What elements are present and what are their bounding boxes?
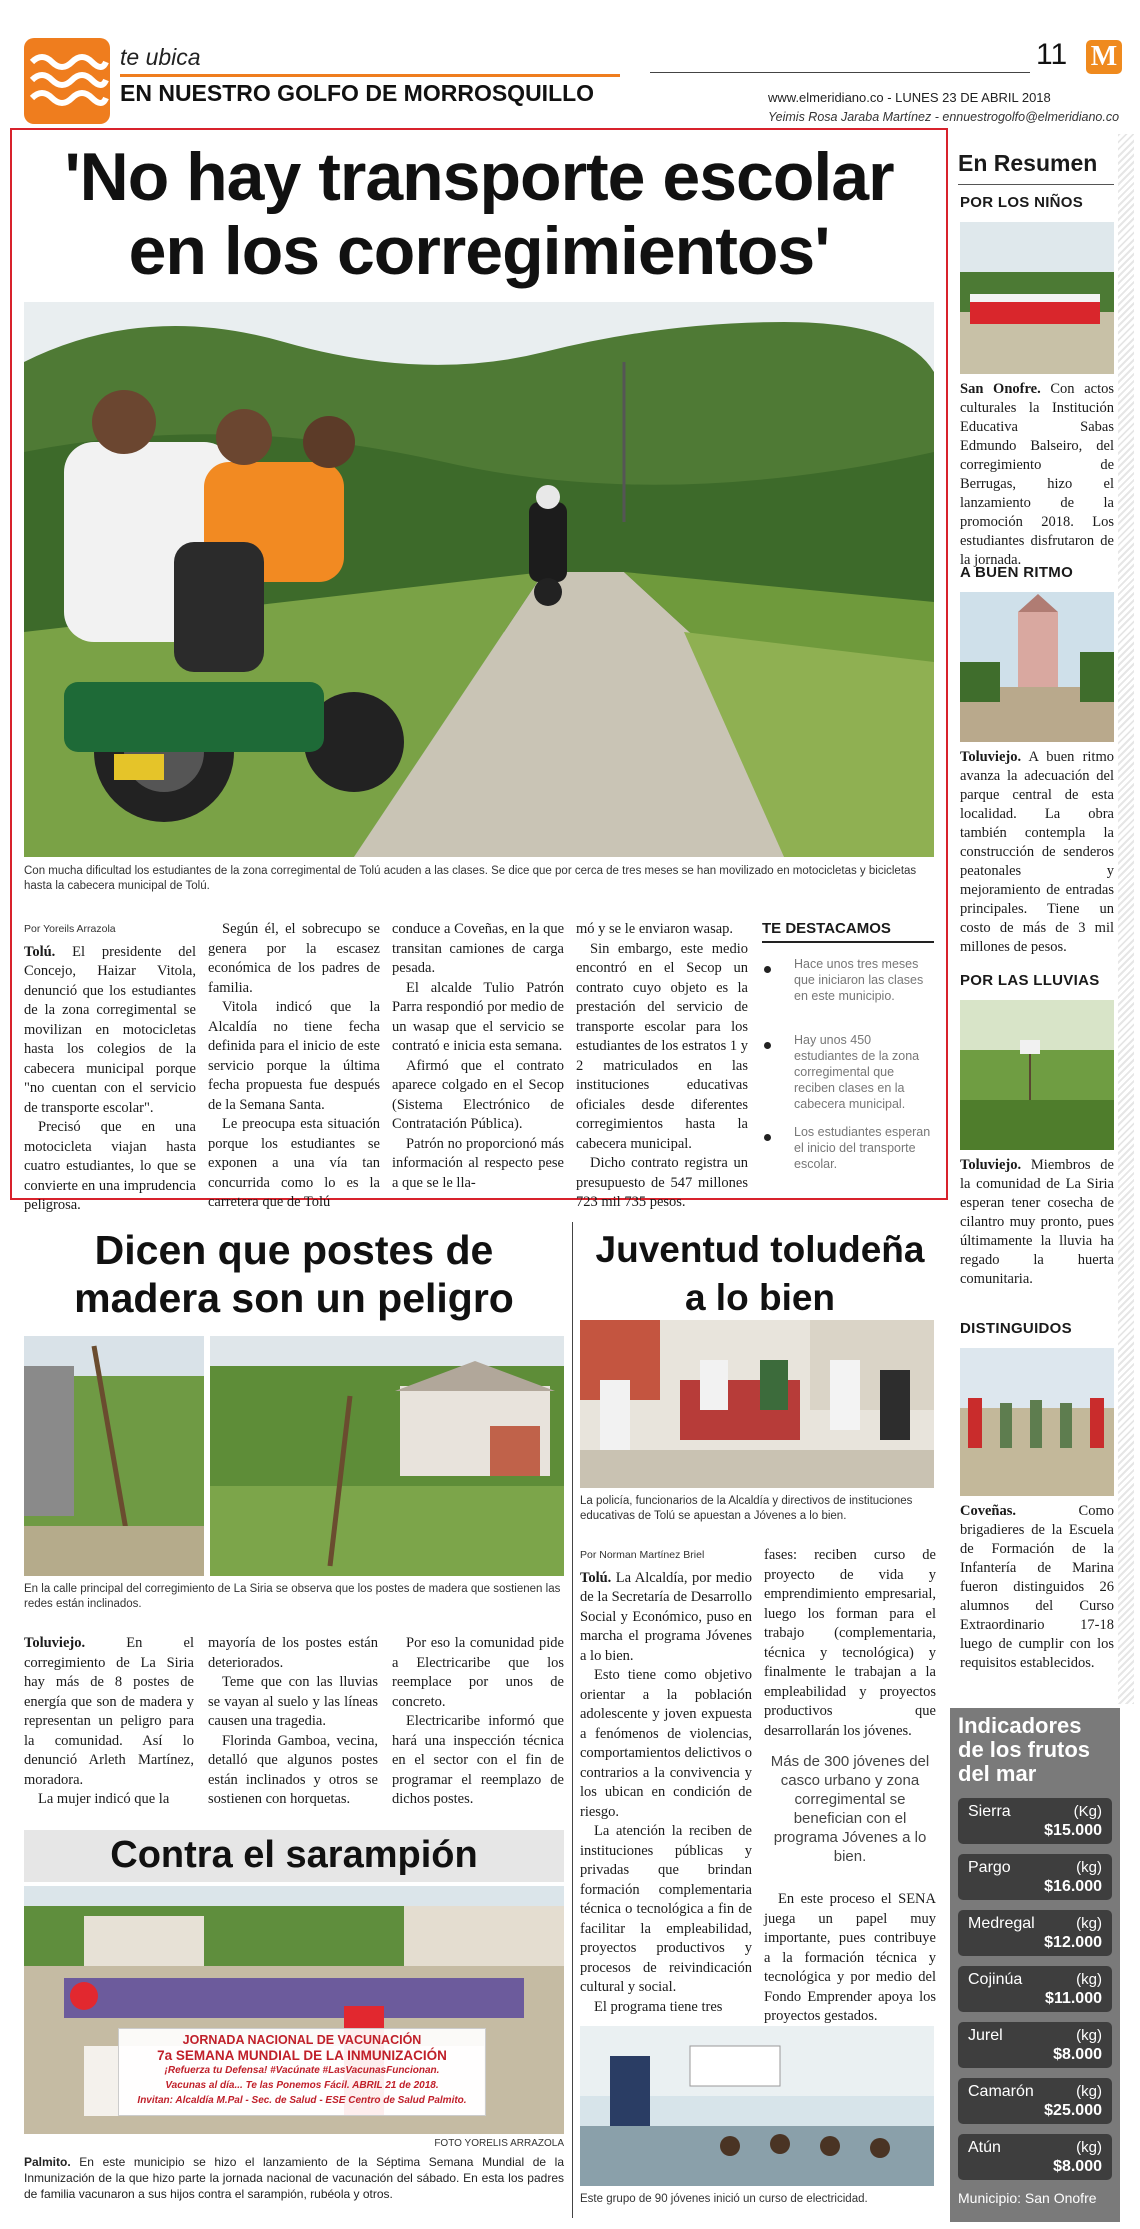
juventud-photo2-caption: Este grupo de 90 jóvenes inició un curso de electricidad.: [580, 2193, 868, 2205]
postes-col-2: mayoría de los postes están deteriorados. Teme que con las lluvias se vayan al suelo y las líneas causen una tragedia. Florinda Gamboa, vecina, detalló que algunos postes están inclinados y otros se sostienen con horquetas.: [208, 1635, 378, 1807]
sidebar-heading-lluvias: POR LAS LLUVIAS: [960, 972, 1100, 989]
banner-line4: Vacunas al día... Te las Ponemos Fácil. ABRIL 21 de 2018.: [165, 2080, 439, 2091]
main-dateline: Tolú.: [24, 943, 56, 960]
sidebar-text-ninos: San Onofre. Con actos culturales la Institución Educativa Sabas Edmundo Balseiro, del corregimiento de Berrugas, hizo el lanzamiento de la promoción 2018. Los estudiantes disfrutaron de la jornada.: [960, 381, 1114, 568]
main-photo-motorcycle-students: [24, 302, 934, 857]
main-col3-p4: Patrón no proporcionó más información al respecto pese a que se le lla-: [392, 1135, 564, 1191]
juventud-col-2: fases: reciben curso de proyecto de vida y emprendimiento empresarial, luego los forman para el trabajo (complementaria, técnica y tecnológica) y finalmente le trabajan a la empleabilidad y proyectos productivos que desarrollarán los jóvenes.: [764, 1547, 936, 1739]
main-col1-p2: Precisó que en una motocicleta viajan hasta cuatro estudiantes, lo que se convierte en una imprudencia peligrosa.: [24, 1119, 196, 1213]
price-row-sierra: Sierra (Kg) $15.000: [958, 1798, 1112, 1844]
main-col1-p1: El presidente del Concejo, Haizar Vitola, denunció que los estudiantes de la zona corregimental se movilizan en motocicletas hasta los colegios de la cabecera municipal porque "no cuentan con el servicio de transporte escolar".: [24, 943, 196, 1116]
banner-line3: ¡Refuerza tu Defensa! #Vacúnate #LasVacunasFuncionan.: [164, 2065, 440, 2076]
main-col-4: [576, 920, 748, 1213]
main-col-2: [208, 920, 380, 1213]
sarampion-caption: Palmito. En este municipio se hizo el lanzamiento de la Séptima Semana Mundial de la Inmunización de la que hizo parte la jornada nacional de vacunación del sábado. En esta los padres de familia vacunaron a sus hijos contra el sarampión, rubéola y otros.: [24, 2155, 564, 2201]
editor-line: Yeimis Rosa Jaraba Martínez - ennuestrogolfo@elmeridiano.co: [768, 110, 1120, 124]
main-col3-p2: El alcalde Tulio Patrón Parra respondió por medio de un wasap que el servicio se contrató e inicia esta semana.: [392, 979, 564, 1054]
juventud-col-2b: En este proceso el SENA juega un papel muy importante, pues contribuye a la formación técnica y tecnológica y por medio del Fondo Emprender apoya los proyectos gestados.: [764, 1891, 936, 2024]
juventud-caption: La policía, funcionarios de la Alcaldía y directivos de instituciones educativas de Tolú se apuestan a Jóvenes a lo bien.: [580, 1495, 913, 1522]
main-byline: Por Yoreils Arrazola: [24, 923, 116, 935]
sarampion-headline: Contra el sarampión: [110, 1834, 478, 1876]
banner-line5: Invitan: Alcaldía M.Pal - Sec. de Salud - ESE Centro de Salud Palmito.: [137, 2095, 467, 2106]
sidebar-hatch: [1118, 134, 1134, 1704]
postes-photo-left: [24, 1336, 204, 1576]
postes-col-3: Por eso la comunidad pide a Electricaribe que los reemplace por unos de concreto. Electricaribe informó que hará una inspección técnica en el sector con el fin de programar el reemplazo de dichos postes.: [392, 1635, 564, 1807]
price-row-camaron: Camarón (kg) $25.000: [958, 2078, 1112, 2124]
photo-school-parade: [960, 222, 1114, 374]
main-col3-p1: conduce a Coveñas, en la que transitan camiones de carga pesada.: [392, 921, 564, 976]
prices-title: Indicadores de los frutos del mar: [958, 1713, 1091, 1786]
postes-caption: En la calle principal del corregimiento de La Siria se observa que los postes de madera que sostienen las redes están inclinados.: [24, 1583, 561, 1610]
juventud-photo-class: [580, 2026, 934, 2186]
section-title: EN NUESTRO GOLFO DE MORROSQUILLO: [120, 80, 595, 106]
section-logo: [24, 38, 110, 124]
main-headline: [20, 140, 938, 288]
highlight-item: Hay unos 450 estudiantes de la zona corregimental que reciben clases en la cabecera municipal.: [762, 1032, 934, 1112]
pull-quote: Más de 300 jóvenes del casco urbano y zona corregimental se benefician con el programa Jóvenes a lo bien.: [770, 1753, 930, 1865]
sidebar-heading-ritmo: A BUEN RITMO: [960, 564, 1074, 581]
page-number: 11: [1036, 38, 1068, 71]
highlights-title: TE DESTACAMOS: [762, 920, 934, 943]
main-col-3: [392, 920, 564, 1193]
highlight-item: Los estudiantes esperan el inicio del transporte escolar.: [762, 1124, 934, 1172]
sidebar-text-ritmo: Toluviejo. A buen ritmo avanza la adecuación del parque central de esta localidad. La obra también contempla la construcción de senderos peatonales y mejoramiento de entradas principales. Tiene un costo de más de 3 mil millones de pesos.: [960, 749, 1114, 955]
price-row-pargo: Pargo (kg) $16.000: [958, 1854, 1112, 1900]
main-headline-line1: 'No hay transporte escolar: [64, 139, 894, 215]
banner-line2: 7a SEMANA MUNDIAL DE LA INMUNIZACIÓN: [157, 2048, 447, 2063]
sidebar-title-rule: [958, 184, 1114, 185]
main-col4-p1: mó y se le enviaron wasap.: [576, 921, 734, 937]
section-kicker: te ubica: [120, 44, 201, 70]
sidebar-heading-ninos: POR LOS NIÑOS: [960, 194, 1084, 211]
main-col2-p2: Vitola indicó que la Alcaldía no tiene fecha definida para el inicio de este servicio porque la última fecha propuesta fue después de la Semana Santa.: [208, 999, 380, 1113]
bullet-icon: [764, 966, 771, 973]
bullet-icon: [764, 1134, 771, 1141]
main-headline-line2: en los corregimientos': [128, 213, 830, 289]
highlight-item: Hace unos tres meses que iniciaron las clases en este municipio.: [762, 956, 934, 1004]
main-col4-p2: Sin embargo, este medio encontró en el Secop un contrato cuyo objeto es la prestación del servicio de transporte escolar para los estudiantes de los estratos 1 y 2 matriculados en las instituciones educativas oficiales desde diferentes corregimientos hasta la cabecera municipal.: [576, 940, 748, 1152]
photo-garden: [960, 1000, 1114, 1150]
highlights-box: [762, 920, 934, 1190]
price-row-atun: Atún (kg) $8.000: [958, 2134, 1112, 2180]
sidebar-text-lluvias: Toluviejo. Miembros de la comunidad de La Siria esperan tener cosecha de cilantro muy pronto, pues últimamente la lluvia ha regado la huerta comunitaria.: [960, 1157, 1114, 1287]
main-col2-p1: Según él, el sobrecupo se genera por la escasez económica de los padres de familia.: [208, 921, 380, 996]
main-col4-p3: Dicho contrato registra un presupuesto de 547 millones 723 mil 735 pesos.: [576, 1155, 748, 1210]
juventud-headline: Juventud toludeña a lo bien: [595, 1229, 925, 1318]
main-photo-caption: Con mucha dificultad los estudiantes de la zona corregimental de Tolú acuden a las clases. Se dice que por cerca de tres meses se han movilizado en motocicletas y bicicletas hasta la cabecera municipal de Tolú.: [24, 865, 917, 892]
header-right-rule: [650, 72, 1030, 73]
column-divider: [572, 1222, 573, 2218]
prices-footer: Municipio: San Onofre: [958, 2190, 1097, 2206]
date-line: www.elmeridiano.co - LUNES 23 DE ABRIL 2018: [768, 90, 1051, 105]
sidebar-heading-distinguidos: DISTINGUIDOS: [960, 1320, 1072, 1337]
main-col2-p3: Le preocupa esta situación porque los estudiantes se exponen a una vía tan concurrida como lo es la carretera que de Tolú: [208, 1116, 380, 1210]
photo-marines-formation: [960, 1348, 1114, 1496]
main-col3-p3: Afirmó que el contrato aparece colgado en el Secop (Sistema Electrónico de Contratación Pública).: [392, 1057, 564, 1132]
waves-icon: [24, 38, 110, 124]
photo-park-church: [960, 592, 1114, 742]
juventud-col-1: Por Norman Martínez Briel Tolú. La Alcaldía, por medio de la Secretaría de Desarrollo Social y Económico, puso en marcha el programa Jóvenes a lo bien. Esto tiene como objetivo orientar a la población adolescente y joven expuesta a fenómenos de violencias, comportamientos delictivos o contrarios a la convivencia y los ubican en condición de riesgo. La atención la reciben de instituciones públicas y privadas que brindan formación complementaria técnica o tecnológica a fin de facilitar la empleabilidad, proyectos productivos y procesos de reivindicación cultural y social. El programa tiene tres: [580, 1549, 752, 2015]
price-row-cojinua: Cojinúa (kg) $11.000: [958, 1966, 1112, 2012]
brand-logo: M: [1086, 40, 1122, 74]
bullet-icon: [764, 1042, 771, 1049]
price-row-medregal: Medregal (kg) $12.000: [958, 1910, 1112, 1956]
postes-headline: Dicen que postes de madera son un peligro: [74, 1227, 514, 1321]
photo-credit: FOTO YORELIS ARRAZOLA: [434, 2138, 564, 2149]
sidebar-text-distinguidos: Coveñas. Como brigadieres de la Escuela de Formación de la Infantería de Marina fueron distinguidos 26 alumnos del Curso Extraordinario 17-18 luego de cumplir con los requisitos establecidos.: [960, 1503, 1114, 1671]
vaccination-banner: [118, 2028, 486, 2116]
main-col-1: [24, 920, 196, 1216]
header-orange-rule: [120, 74, 620, 77]
sidebar-title: En Resumen: [958, 150, 1098, 176]
postes-col-1: Toluviejo. En el corregimiento de La Siria hay más de 8 postes de energía que son de madera y representan un peligro para la comunidad. Así lo denunció Arleth Martínez, moradora. La mujer indicó que la: [24, 1635, 194, 1807]
price-row-jurel: Jurel (kg) $8.000: [958, 2022, 1112, 2068]
postes-photo-right: [210, 1336, 564, 1576]
juventud-photo-meeting: [580, 1320, 934, 1488]
banner-line1: JORNADA NACIONAL DE VACUNACIÓN: [182, 2033, 422, 2047]
